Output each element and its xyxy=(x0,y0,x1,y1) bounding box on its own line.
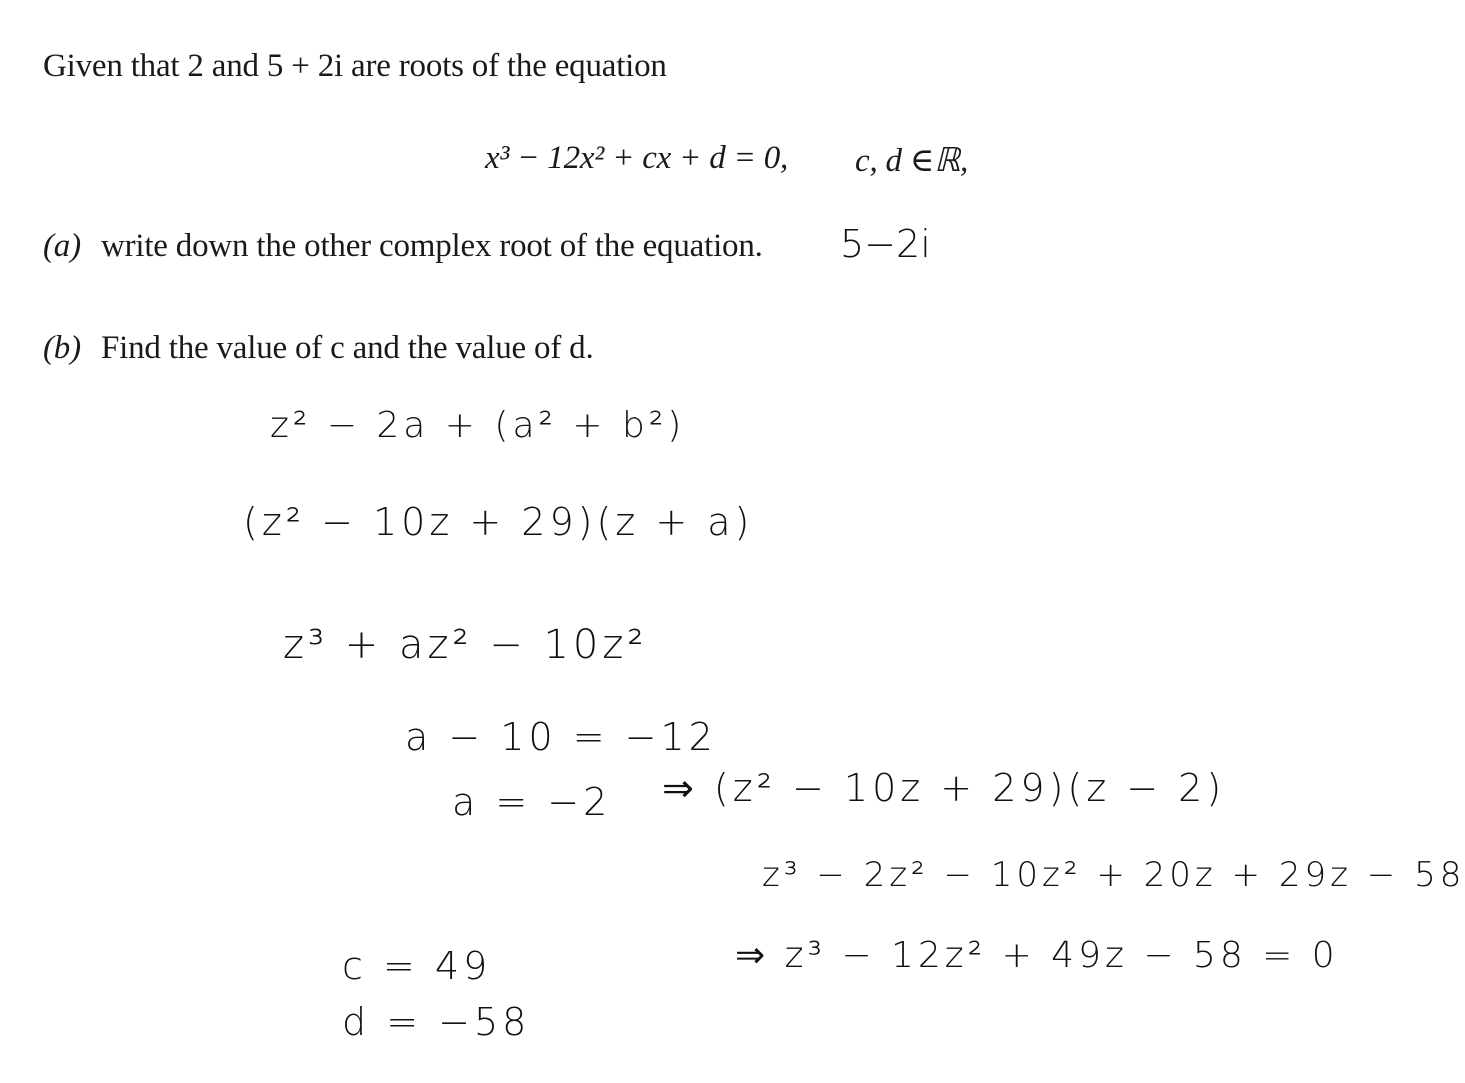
hand-line-c: c = 49 xyxy=(342,944,492,988)
hand-line-1: z² − 2a + (a² + b²) xyxy=(270,405,686,446)
hand-line-3: z³ + az² − 10z² xyxy=(283,622,648,668)
part-a xyxy=(43,228,763,265)
hand-line-4: a − 10 = −12 xyxy=(405,715,717,759)
answer-a: 5−2i xyxy=(840,222,931,266)
part-a-text: write down the other complex root of the equation. xyxy=(100,228,763,264)
hand-line-2: (z² − 10z + 29)(z + a) xyxy=(243,500,754,544)
cubic-equation: x³ − 12x² + cx + d = 0, xyxy=(485,140,789,176)
part-a-label: (a) xyxy=(43,228,81,264)
question-intro: Given that 2 and 5 + 2i are roots of the equation xyxy=(43,48,667,84)
hand-line-6: ⇒ (z² − 10z + 29)(z − 2) xyxy=(662,766,1226,810)
hand-line-7: z³ − 2z² − 10z² + 20z + 29z − 58 xyxy=(762,855,1465,895)
hand-line-5: a = −2 xyxy=(452,780,612,824)
hand-line-8: ⇒ z³ − 12z² + 49z − 58 = 0 xyxy=(735,935,1339,976)
part-b-text: Find the value of c and the value of d. xyxy=(100,330,594,366)
coefficient-condition: c, d ∈ℝ, xyxy=(855,143,969,179)
hand-line-d: d = −58 xyxy=(342,1000,531,1044)
part-b xyxy=(43,330,594,367)
part-b-label: (b) xyxy=(43,330,81,366)
